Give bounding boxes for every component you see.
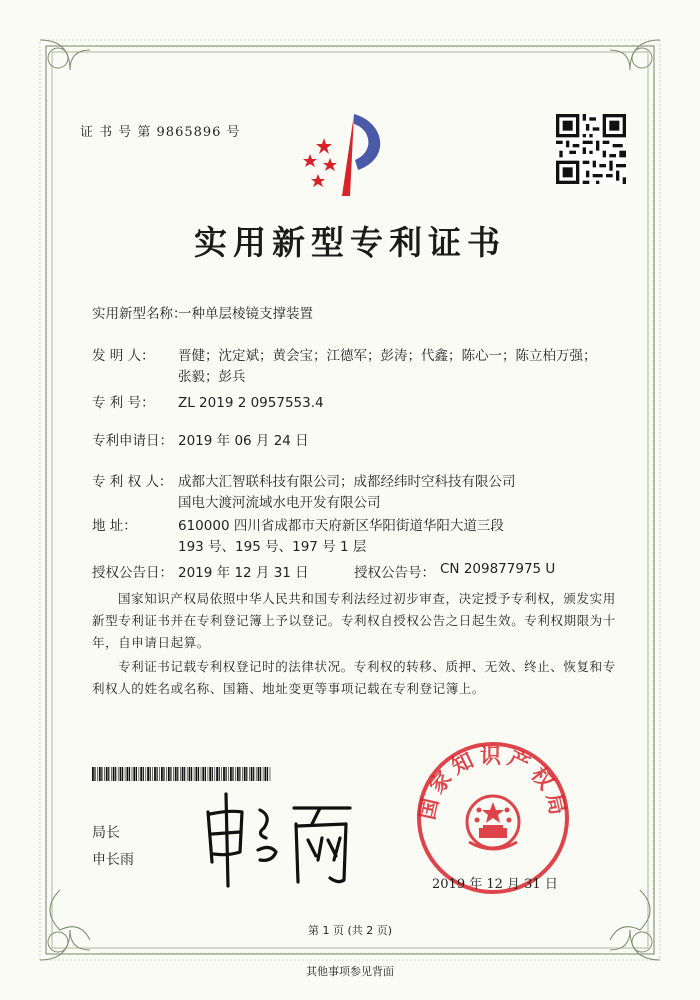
barcode-bar	[159, 767, 160, 781]
barcode-bar	[265, 767, 267, 781]
director-signature	[200, 790, 360, 890]
barcode-bar	[201, 767, 202, 781]
grant-date-value: 2019 年 12 月 31 日	[178, 565, 309, 581]
barcode-bar	[113, 767, 115, 781]
barcode-bar	[136, 767, 137, 781]
grant-number-value: CN 209877975 U	[440, 561, 556, 577]
barcode-bar	[260, 767, 261, 781]
barcode-bar	[184, 767, 185, 781]
barcode-bar	[129, 767, 130, 781]
grant-statement-paragraph: 国家知识产权局依照中华人民共和国专利法经过初步审查，决定授予专利权，颁发实用新型专利证书并在专利登记簿上予以登记。专利权自授权公告之日起生效。专利权期限为十年，自申请日起算。	[92, 591, 617, 650]
legal-status-paragraph: 专利证书记载专利权登记时的法律状况。专利权的转移、质押、无效、终止、恢复和专利权人的姓名或名称、国籍、地址变更等事项记载在专利登记簿上。	[92, 659, 616, 696]
barcode-bar	[249, 767, 250, 781]
barcode-bar	[191, 767, 192, 781]
patent-number-value: ZL 2019 2 0957553.4	[178, 395, 324, 411]
grant-number-label: 授权公告号：	[354, 565, 435, 581]
patent-number-label: 专 利 号：	[92, 395, 155, 411]
barcode-bar	[177, 767, 178, 781]
barcode-bar	[133, 767, 135, 781]
barcode-bar	[182, 767, 184, 781]
filing-date-value: 2019 年 06 月 24 日	[178, 433, 309, 449]
barcode-bar	[270, 767, 271, 781]
barcode-bar	[94, 767, 95, 781]
inventor-value: 晋健；沈定斌；黄会宝；江德军；彭涛；代鑫；陈心一；陈立柏万强；张毅；彭兵	[178, 348, 597, 385]
barcode-bar	[99, 767, 101, 781]
utility-model-name-label: 实用新型名称：	[92, 306, 187, 322]
barcode-bar	[150, 767, 151, 781]
barcode-bar	[194, 767, 195, 781]
page-number: 第 1 页 (共 2 页)	[307, 924, 393, 937]
barcode-bar	[92, 767, 94, 781]
barcode-bar	[198, 767, 199, 781]
certificate-title: 实用新型专利证书	[194, 223, 506, 262]
barcode-bar	[208, 767, 209, 781]
certificate-number: 证 书 号 第 9865896 号	[80, 125, 241, 140]
issue-date: 2019 年 12 月 31 日	[432, 877, 558, 892]
barcode-bar	[258, 767, 260, 781]
barcode-bar	[251, 767, 253, 781]
director-title: 局长	[92, 825, 120, 841]
utility-model-name-value: 一种单层棱镜支撑装置	[178, 306, 313, 322]
barcode-bar	[120, 767, 122, 781]
barcode-bar	[108, 767, 109, 781]
filing-date-label: 专利申请日：	[92, 433, 173, 449]
barcode-bar	[122, 767, 123, 781]
address-value: 610000 四川省成都市天府新区华阳街道华阳大道三段 193 号、195 号、197 号 1 层	[178, 518, 504, 555]
barcode-bar	[146, 767, 147, 781]
barcode-bar	[221, 767, 222, 781]
footer-note: 其他事项参见背面	[306, 965, 394, 978]
barcode-bar	[125, 767, 126, 781]
barcode-bar	[235, 767, 236, 781]
barcode-bar	[209, 767, 211, 781]
director-name: 申长雨	[92, 852, 134, 868]
barcode-bar	[143, 767, 144, 781]
grant-date-label: 授权公告日：	[92, 565, 173, 581]
barcode-bar	[104, 767, 105, 781]
barcode-bar	[101, 767, 102, 781]
barcode-bar	[212, 767, 213, 781]
barcode	[92, 767, 272, 781]
barcode-bar	[139, 767, 140, 781]
barcode-bar	[205, 767, 206, 781]
svg-text:国家知识产权局: 国家知识产权局	[415, 743, 571, 822]
barcode-bar	[237, 767, 239, 781]
barcode-bar	[161, 767, 163, 781]
barcode-bar	[256, 767, 257, 781]
barcode-bar	[187, 767, 188, 781]
barcode-bar	[263, 767, 264, 781]
barcode-bar	[189, 767, 191, 781]
barcode-bar	[239, 767, 240, 781]
barcode-bar	[173, 767, 174, 781]
barcode-bar	[106, 767, 108, 781]
barcode-bar	[140, 767, 142, 781]
barcode-bar	[219, 767, 220, 781]
patentee-value: 成都大汇智联科技有限公司；成都经纬时空科技有限公司国电大渡河流域水电开发有限公司	[178, 474, 516, 511]
barcode-bar	[166, 767, 167, 781]
barcode-bar	[230, 767, 232, 781]
barcode-bar	[115, 767, 116, 781]
barcode-bar	[215, 767, 216, 781]
barcode-bar	[127, 767, 129, 781]
barcode-bar	[228, 767, 229, 781]
barcode-bar	[226, 767, 227, 781]
patent-office-emblem-icon	[292, 108, 404, 200]
barcode-bar	[246, 767, 247, 781]
inventor-label: 发 明 人：	[92, 348, 155, 364]
barcode-bar	[111, 767, 112, 781]
barcode-bar	[180, 767, 181, 781]
patentee-label: 专 利 权 人：	[92, 474, 173, 490]
barcode-bar	[223, 767, 225, 781]
barcode-bar	[147, 767, 149, 781]
address-label: 地 址：	[92, 518, 137, 534]
barcode-bar	[196, 767, 198, 781]
barcode-bar	[163, 767, 164, 781]
barcode-bar	[202, 767, 204, 781]
barcode-bar	[170, 767, 171, 781]
barcode-bar	[232, 767, 233, 781]
barcode-bar	[242, 767, 243, 781]
barcode-bar	[267, 767, 268, 781]
barcode-bar	[253, 767, 254, 781]
barcode-bar	[244, 767, 246, 781]
barcode-bar	[154, 767, 156, 781]
barcode-bar	[157, 767, 158, 781]
barcode-bar	[97, 767, 98, 781]
qr-code	[556, 114, 626, 184]
barcode-bar	[152, 767, 153, 781]
barcode-bar	[132, 767, 133, 781]
barcode-bar	[175, 767, 177, 781]
barcode-bar	[216, 767, 218, 781]
barcode-bar	[168, 767, 170, 781]
barcode-bar	[118, 767, 119, 781]
